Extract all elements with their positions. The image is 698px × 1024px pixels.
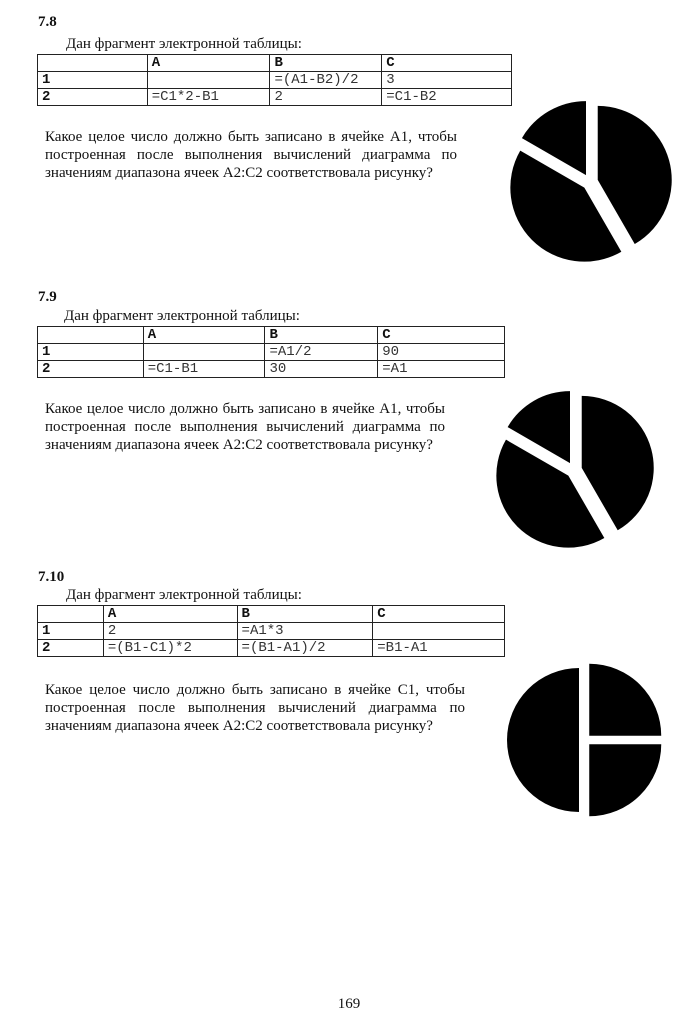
header-cell: C <box>378 327 505 344</box>
question-text: Какое целое число должно быть записано в ячейке A1, чтобы построенная после выполнения вычислений диаграмма по значениям диапазона ячеек A2:C2 соответствовала рисунку? <box>45 129 457 181</box>
cell: =C1-B1 <box>143 361 265 378</box>
pie-chart <box>492 390 657 555</box>
problem-number: 7.8 <box>38 14 57 30</box>
row-header: 1 <box>38 623 104 640</box>
pie-slice <box>589 744 661 816</box>
row-header: 2 <box>38 89 148 106</box>
header-cell: B <box>237 606 373 623</box>
cell: 3 <box>382 72 512 89</box>
cell <box>147 72 270 89</box>
spreadsheet-table <box>37 605 505 657</box>
cell: =A1/2 <box>265 344 378 361</box>
cell: 30 <box>265 361 378 378</box>
cell <box>373 623 505 640</box>
problem-number: 7.10 <box>38 569 65 585</box>
header-cell: A <box>147 55 270 72</box>
cell: =(B1-A1)/2 <box>237 640 373 657</box>
spreadsheet-table <box>37 54 512 106</box>
cell <box>143 344 265 361</box>
pie-chart <box>505 100 675 270</box>
row-header: 1 <box>38 72 148 89</box>
cell: 2 <box>270 89 382 106</box>
header-cell <box>38 606 104 623</box>
cell: =(A1-B2)/2 <box>270 72 382 89</box>
pie-slice <box>582 396 654 530</box>
cell: =A1 <box>378 361 505 378</box>
pie-slice <box>507 668 579 812</box>
cell: =C1*2-B1 <box>147 89 270 106</box>
cell: 90 <box>378 344 505 361</box>
header-cell: A <box>143 327 265 344</box>
question-text: Какое целое число должно быть записано в ячейке C1, чтобы построенная после выполнения вычислений диаграмма по значениям диапазона ячеек A2:C2 соответствовала рисунку? <box>45 682 465 734</box>
cell: =(B1-C1)*2 <box>103 640 237 657</box>
question-text: Какое целое число должно быть записано в ячейке A1, чтобы построенная после выполнения вычислений диаграмма по значениям диапазона ячеек A2:C2 соответствовала рисунку? <box>45 401 445 453</box>
header-cell: A <box>103 606 237 623</box>
row-header: 2 <box>38 640 104 657</box>
pie-slice <box>589 664 661 736</box>
header-cell: B <box>270 55 382 72</box>
problem-number: 7.9 <box>38 289 57 305</box>
header-cell <box>38 55 148 72</box>
cell: =B1-A1 <box>373 640 505 657</box>
pie-slice <box>598 106 672 244</box>
row-header: 2 <box>38 361 144 378</box>
cell: =A1*3 <box>237 623 373 640</box>
header-cell <box>38 327 144 344</box>
header-cell: B <box>265 327 378 344</box>
page-number: 169 <box>337 996 361 1012</box>
row-header: 1 <box>38 344 144 361</box>
problem-intro: Дан фрагмент электронной таблицы: <box>66 587 302 603</box>
cell: 2 <box>103 623 237 640</box>
problem-intro: Дан фрагмент электронной таблицы: <box>64 308 300 324</box>
problem-intro: Дан фрагмент электронной таблицы: <box>66 36 302 52</box>
pie-chart <box>495 660 675 820</box>
cell: =C1-B2 <box>382 89 512 106</box>
header-cell: C <box>382 55 512 72</box>
header-cell: C <box>373 606 505 623</box>
spreadsheet-table <box>37 326 505 378</box>
